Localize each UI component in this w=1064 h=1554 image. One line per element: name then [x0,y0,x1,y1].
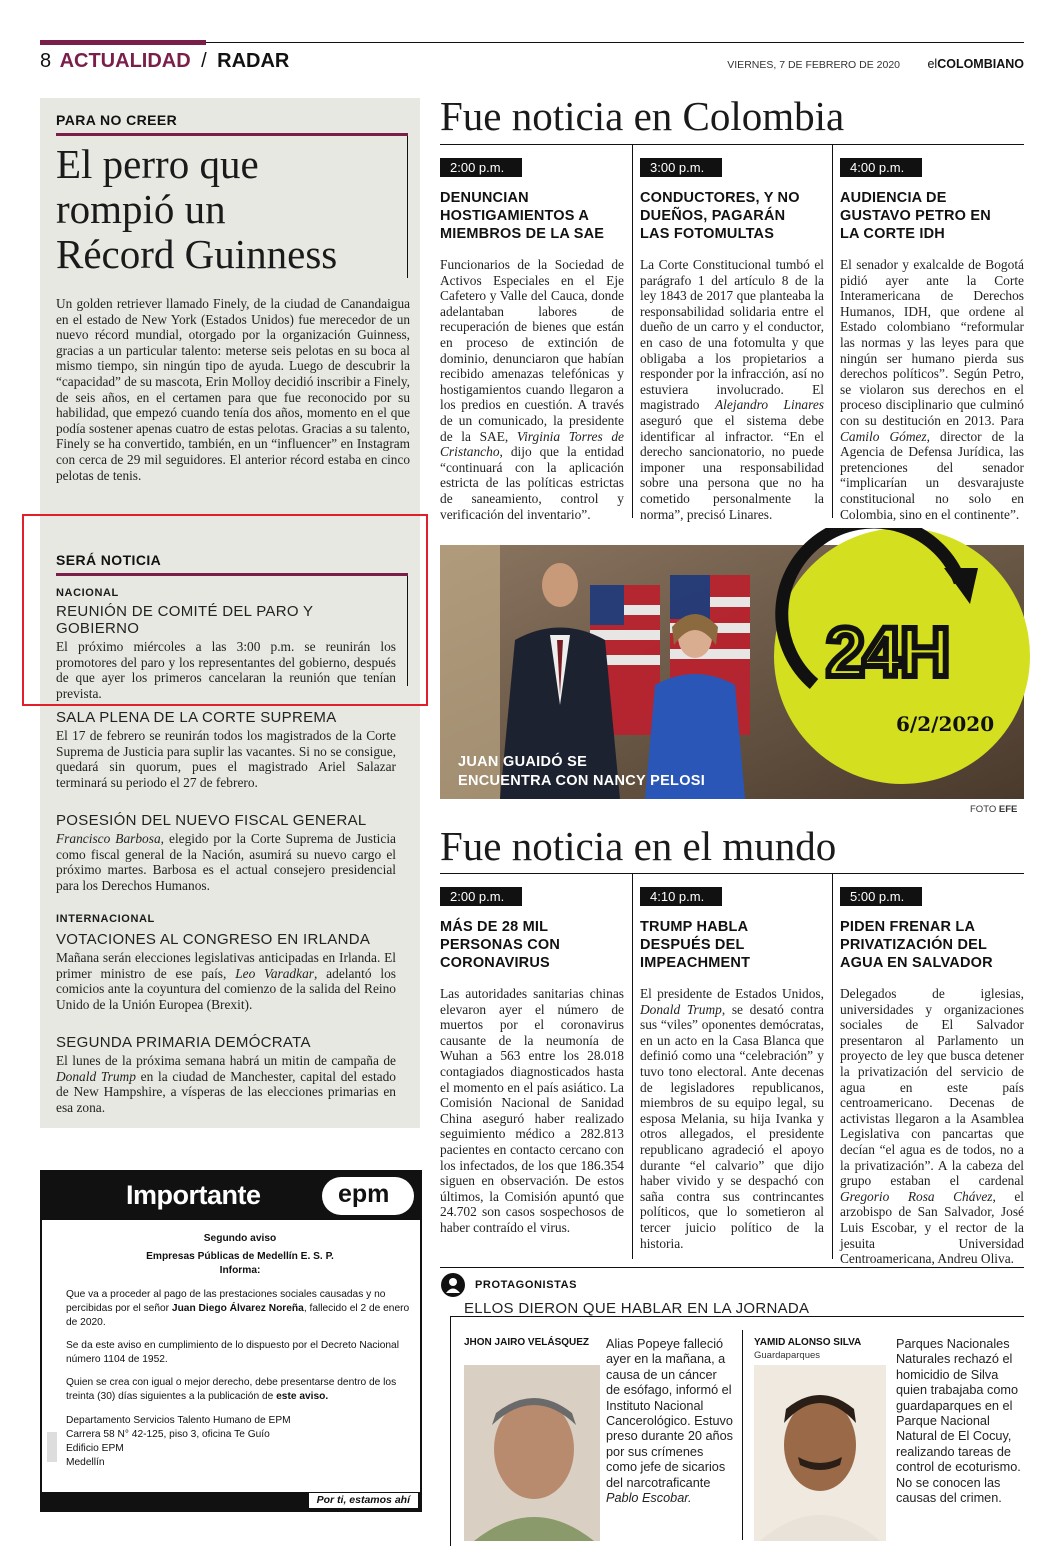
time-badge: 2:00 p.m. [440,887,522,906]
title-line: rompió un [56,186,226,232]
item-title: VOTACIONES AL CONGRESO EN IRLANDA [56,931,371,948]
headline-line: DENUNCIAN [440,190,529,206]
item-body-italic: Donald Trump [56,1068,136,1084]
protagonist-text [606,1337,734,1506]
column-body [640,257,824,522]
ad-address [66,1414,414,1470]
ad-p3-a: Quien se crea con igual o mejor derecho, debe presentarse dentro de los treinta (30) días siguientes a la publicación de [66,1377,397,1402]
para-no-creer-vrule [407,136,408,278]
column-body [840,986,1024,1267]
headline-line: LA CORTE IDH [840,226,945,242]
sera-noticia-item [56,709,396,790]
colombia-section-title: Fue noticia en Colombia [440,93,845,139]
ad-paragraph [66,1288,414,1330]
item-body [56,1053,396,1115]
protagonist-text-a: Alias Popeye falleció ayer en la mañana, a causa de un cáncer de esófago, informó el Instituto Nacional Cancerológico. Estuvo preso durante 20 años por sus crímenes como jefe de sicarios del narcotraficante [606,1337,733,1490]
title-line: Récord Guinness [56,231,338,277]
headline-line: LAS FOTOMULTAS [640,226,775,242]
item-body: El 17 de febrero se reunirán todos los magistrados de la Corte Suprema de Justicia para suplir las vacantes. Si no se consigue, quedará sin quorum, pues el magistrado Ariel Salazar terminará su periodo el 27 de febrero. [56,728,396,790]
protagonistas-label: PROTAGONISTAS [475,1279,578,1291]
protagonist-text-a: Parques Nacionales Naturales rechazó el homicidio de Silva quien trabajaba como guardaparques en el Parque Nacional Natural de El Cocuy, realizando tareas de control de ecoturismo. No se conocen las causas del crimen. [896,1337,1021,1506]
body-a: El presidente de Estados Unidos, [640,986,824,1001]
headline-line: AUDIENCIA DE [840,190,947,206]
brand-name: COLOMBIANO [937,57,1024,71]
protagonist-role: Guardaparques [754,1350,821,1361]
para-no-creer-body: Un golden retriever llamado Finely, de la ciudad de Canandaigua en el estado de New York (Estados Unidos) fue merecedor de un nuevo récord mundial, otorgado por la organización Guinness, gracias a un particular talento: meterse seis pelotas en su boca al mismo tiempo, sin ningún tipo de ayuda. Luego de descubrir la “capacidad” de su mascota, Erin Molloy decidió inscribir a Finely, de seis años, en el certamen para que fue reconocido por su habilidad, que empezó cuando tenía dos años, momento en el que podía sostener apenas cuatro de estas pelotas. Gracias a su talento, Finely se ha convertido, también, en un “influencer” en Instagram con cerca de 29 mil seguidores. El anterior récord estaba en cinco pelotas de tenis. [56,296,410,483]
colombia-column [640,158,824,522]
importante-ad [40,1170,422,1512]
time-badge: 4:00 p.m. [840,158,922,177]
item-body-a: El lunes de la próxima semana habrá un mitin de campaña de [56,1053,396,1068]
portrait-illustration [754,1365,886,1541]
mundo-section-title: Fue noticia en el mundo [440,823,837,869]
photo-credit-agency: EFE [998,804,1018,815]
body-b: , director de la Agencia de Defensa Jurídica, las pretenciones del senador “implicarían un desvarajuste constitucional no solo en Colombia, sino en el continente”. [840,428,1024,522]
colombia-column [840,158,1024,522]
mundo-top-rule [440,873,1024,874]
kicker-rule [56,133,408,136]
protagonist-text [896,1337,1022,1506]
time-badge: 2:00 p.m. [440,158,522,177]
sera-noticia-item [56,931,396,1012]
photo-credit-prefix: FOTO [970,804,997,815]
sera-noticia-vrule [407,576,408,686]
masthead-date: VIERNES, 7 DE FEBRERO DE 2020 [727,59,900,71]
body-b: , dijo que la entidad “continuará con la aplicación estricta de las políticas estrictas de saneamiento, control y verificación del inventario”. [440,444,624,522]
para-no-creer [56,112,412,136]
headline-line: CORONAVIRUS [440,955,550,971]
epm-logo-text: epm [338,1180,390,1208]
body-italic: Camilo Gómez [840,428,927,444]
sera-noticia-item [56,603,396,701]
body-b: , se desató contra sus “viles” oponentes demócratas, en un acto en la Casa Blanca que definió como una “celebración” y tuvo tono electoral. Ante decenas de legisladores republicanos, miembros de su equipo legal, su esposa Melania, su hija Ivanka y otros allegados, el presidente republicano agradeció el apoyo durante “el calvario” que dijo haber vivido y se despachó con saña contra sus contrincantes políticos, que lo sometieron al tercer juicio político de la historia. [640,1001,825,1251]
mundo-column [840,887,1024,1267]
item-body-a: Mañana serán elecciones legislativas anticipadas en Irlanda. El primer ministro de ese país, [56,950,396,981]
caption-line: JUAN GUAIDÓ SE [458,754,588,770]
portrait-illustration [464,1365,600,1541]
ad-paragraph: Se da este aviso en cumplimiento de lo dispuesto por el Decreto Nacional número 1104 de 1952. [66,1340,399,1365]
ad-side-mark [47,1432,57,1462]
kicker-rule [56,573,408,576]
ad-p3-b: este aviso. [276,1391,329,1402]
ad-paragraph [66,1376,414,1404]
mundo-column [640,887,824,1251]
item-body [56,950,396,1012]
protagonistas-top-rule [440,1267,1024,1268]
item-body-italic: Francisco Barbosa [56,831,161,846]
item-title: POSESIÓN DEL NUEVO FISCAL GENERAL [56,812,367,829]
column-body [640,986,824,1251]
brand-prefix: el [927,57,938,71]
ad-informa: Informa: [219,1265,261,1276]
protagonistas-subtitle: ELLOS DIERON QUE HABLAR EN LA JORNADA [464,1300,810,1317]
body-b: aseguró que el sistema debe identificar al infractor. “En el derecho sancionatorio, no puede imponer una responsabilidad sobre una persona que no ha cometido personalmente la norma”, precisó Linares. [640,412,824,522]
body-a: Las autoridades sanitarias chinas elevaron ayer el número de muertos por el coronavirus causante de la neumonía de Wuhan a 563 entre los 28.018 contagiados diagnosticados hasta el momento en el país asiático. La Comisión Nacional de Sanidad China aseguró haber realizado seguimiento médico a 282.813 pacientes en contacto cercano con los infectados, de los que 186.354 siguen en observación. De estos últimos, la Comisión apuntó que 24.702 son casos sospechosos de haber contraído el virus. [440,986,624,1235]
protagonist-card [460,1333,736,1543]
ad-address-line: Medellín [66,1457,105,1468]
badge-date: 6/2/2020 [896,712,995,736]
masthead-accent-bar [40,40,206,45]
mundo-column [440,887,624,1236]
headline-line: CONDUCTORES, Y NO [640,190,800,206]
body-italic: Donald Trump [640,1001,722,1017]
photo-credit [970,804,1017,815]
brand-logo [927,57,1024,71]
colombia-col-divider [632,144,633,518]
item-body-b: , adelantó los comicios ante la coyuntura del comienzo de la salida del Reino Unido de la Unión Europea (Brexit). [56,965,396,1012]
person-glyph [441,1273,465,1297]
sera-noticia-item [56,812,396,893]
item-title: SEGUNDA PRIMARIA DEMÓCRATA [56,1034,311,1051]
ad-body [66,1232,414,1470]
column-body [440,986,624,1236]
headline-line: DUEÑOS, PAGARÁN [640,208,786,224]
ad-address-line: Departamento Servicios Talento Humano de EPM [66,1415,291,1426]
headline-line: PERSONAS CON [440,937,561,953]
ad-p1-b: , fallecido el 2 de enero de 2020. [66,1303,410,1328]
ad-address-line: Edificio EPM [66,1443,124,1454]
colombia-top-rule [440,144,1024,145]
masthead [40,50,1030,76]
ad-slogan: Por ti, estamos ahí [309,1493,418,1508]
item-title: REUNIÓN DE COMITÉ DEL PARO Y GOBIERNO [56,603,314,637]
24h-badge [774,528,1030,784]
protagonist-card [750,1333,1024,1543]
time-badge: 5:00 p.m. [840,887,922,906]
ad-aviso: Segundo aviso [203,1233,277,1244]
body-a: Delegados de iglesias, universidades y organizaciones sociales de El Salvador presentaron al Parlamento un proyecto de ley que busca detener la privatización del servicio de agua en este país centroamericano. Decenas de activistas llegaron a la Asamblea Legislativa con pancartas que decían “el agua es de todos, no a la privatización”. A la cabeza del grupo estaban el cardenal [840,986,1024,1189]
colombia-column [440,158,624,522]
column-headline [840,189,1024,243]
item-body-b: en la ciudad de Manchester, capital del estado de New Hampshire, a vísperas de las elecciones primarias en esa zona. [56,1068,397,1115]
mundo-col-divider [632,873,633,1259]
ad-p1-name: Juan Diego Álvarez Noreña [171,1303,304,1314]
item-title: SALA PLENA DE LA CORTE SUPREMA [56,709,337,726]
body-italic: Virginia Torres de Cristancho [440,428,624,460]
protagonist-photo [464,1365,600,1541]
column-headline [440,918,624,972]
protagonist-name: JHON JAIRO VELÁSQUEZ [464,1337,590,1348]
section-name: ACTUALIDAD [59,50,191,72]
protagonist-name: YAMID ALONSO SILVA [754,1337,862,1348]
column-headline [840,918,1024,972]
item-body-rest: , elegido por la Corte Suprema de Justicia como fiscal general de la Nación, asumirá su nuevo cargo el próximo martes. Barbosa es el actual consejero presidencial para los Derechos Humanos. [56,831,396,893]
epm-logo [322,1177,414,1215]
page-number: 8 [40,50,52,72]
protagonist-text-italic: Pablo Escobar. [606,1491,692,1506]
item-body [56,831,396,893]
caption-line: ENCUENTRA CON NANCY PELOSI [458,773,706,789]
ad-header [42,1172,420,1220]
headline-line: PIDEN FRENAR LA [840,919,976,935]
body-italic: Gregorio Rosa Chávez [840,1188,993,1204]
headline-line: PRIVATIZACIÓN DEL [840,937,988,953]
person-icon [441,1273,465,1297]
headline-line: TRUMP HABLA [640,919,749,935]
sera-noticia-item [56,1034,396,1115]
time-badge: 4:10 p.m. [640,887,722,906]
ad-title: Importante [126,1180,261,1210]
protagonistas-divider [742,1330,743,1540]
headline-line: DESPUÉS DEL [640,937,745,953]
masthead-rule [206,42,1024,43]
section-separator: / [201,50,207,72]
category-nacional: NACIONAL [56,587,119,599]
column-body [440,257,624,522]
ad-footer [42,1492,420,1510]
category-internacional: INTERNACIONAL [56,913,155,925]
headline-line: IMPEACHMENT [640,955,751,971]
headline-line: AGUA EN SALVADOR [840,955,993,971]
sera-noticia-kicker: SERÁ NOTICIA [56,552,162,568]
body-a: Funcionarios de la Sociedad de Activos Especiales en el Eje Cafetero y Valle del Cauca, donde adelantaban labores de recuperación de bienes que están en proceso de extinción de dominio, denunciaron que habían recibido amenazas telefónicas y hostigamientos cuando llegaron a los predios en cuestión. A través de un comunicado, la presidente de la SAE, [440,257,624,444]
item-body: El próximo miércoles a las 3:00 p.m. se reunirán los promotores del paro y los representantes del gobierno, después de que ayer los primeros cancelaran la reunión que tenían prevista. [56,639,396,701]
para-no-creer-kicker: PARA NO CREER [56,112,178,128]
column-headline [640,189,824,243]
time-badge: 3:00 p.m. [640,158,722,177]
colombia-col-divider [832,144,833,518]
body-italic: Alejandro Linares [715,397,824,413]
body-a: La Corte Constitucional tumbó el parágrafo 1 del artículo 8 de la ley 1843 de 2017 que planteaba la responsabilidad solidaria entre el dueño de un carro y el conductor, en caso de una fotomulta y que obligaba a los propietarios a responder por la infracción, así no estuviera involucrado. El magistrado [640,257,824,413]
column-headline [640,918,824,972]
headline-line: HOSTIGAMIENTOS A [440,208,590,224]
sera-noticia [56,552,412,576]
body-a: El senador y exalcalde de Bogotá pidió ayer ante la Corte Interamericana de Derechos Humanos, IDH, que ordene al Estado colombiano “reformular las normas y las leyes para que ningún ser humano pierda sus derechos políticos”. Según Petro, se violaron sus derechos en el proceso disciplinario que culminó con su destitución en 2013. Para [840,257,1024,428]
column-body [840,257,1024,522]
headline-line: MÁS DE 28 MIL [440,919,549,935]
item-body-italic: Leo Varadkar [235,965,314,981]
ad-empresa: Empresas Públicas de Medellín E. S. P. [146,1251,334,1262]
column-headline [440,189,624,243]
headline-line: MIEMBROS DE LA SAE [440,226,605,242]
para-no-creer-title [56,142,406,277]
ad-p1-a: Que va a proceder al pago de las prestaciones sociales causadas y no percibidas por el señor [66,1289,386,1314]
photo-caption [458,753,705,791]
subsection-name: RADAR [217,50,290,72]
protagonist-photo [754,1365,886,1541]
badge-text: 24H [826,613,949,691]
headline-line: GUSTAVO PETRO EN [840,208,991,224]
mundo-col-divider [832,873,833,1259]
body-b: , el arzobispo de San Salvador, José Luis Escobar, y el rector de la jesuita Universidad Centroamericana, Andreu Oliva. [840,1188,1025,1267]
ad-address-line: Carrera 58 N° 42-125, piso 3, oficina Te Guío [66,1429,270,1440]
title-line: El perro que [56,141,259,187]
